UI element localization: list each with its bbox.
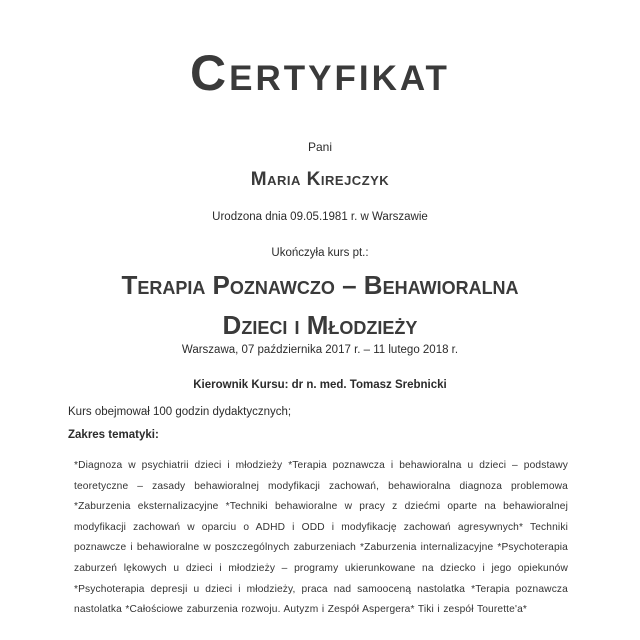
course-hours: Kurs obejmował 100 godzin dydaktycznych;: [68, 406, 292, 418]
course-dates: Warszawa, 07 października 2017 r. – 11 lutego 2018 r.: [181, 344, 459, 356]
recipient-name: Maria Kirejczyk: [250, 169, 390, 190]
certificate-title: Certyfikat: [190, 45, 450, 101]
completed-course-label: Ukończyła kurs pt.:: [271, 247, 369, 259]
scope-label: Zakres tematyki:: [68, 429, 159, 441]
course-title-line-2: Dzieci i Młodzieży: [222, 310, 418, 340]
course-title-line-1: Terapia Poznawczo – Behawioralna: [121, 270, 519, 300]
topics-list: *Diagnoza w psychiatrii dzieci i młodzieży *Terapia poznawcza i behawioralna u dzieci – podstawy teoretyczne – zasady behawioralnej modyfikacji zachowań, behawioralna diagnoza problemowa *Zaburzenia eksternalizacyjne *Techniki behawioralne w pracy z dziećmi oparte na behawioralnej modyfikacji zachowań w oparciu o ADHD i ODD i modyfikację zachowań agresywnych* Techniki poznawcze i behawioralne w poszczególnych zaburzeniach *Zaburzenia internalizacyjne *Psychoterapia zaburzeń lękowych u dzieci i młodzieży – programy ukierunkowane na dziecko i jego opiekunów *Psychoterapia depresji u dzieci i młodzieży, praca nad samooceną nastolatka *Terapia poznawcza nastolatka *Całościowe zaburzenia rozwoju. Autyzm i Zespół Aspergera* Tiki i zespół Tourette'a*: [74, 460, 568, 616]
course-director: Kierownik Kursu: dr n. med. Tomasz Srebnicki: [193, 379, 447, 391]
salutation: Pani: [307, 140, 333, 154]
birth-info: Urodzona dnia 09.05.1981 r. w Warszawie: [212, 211, 428, 223]
